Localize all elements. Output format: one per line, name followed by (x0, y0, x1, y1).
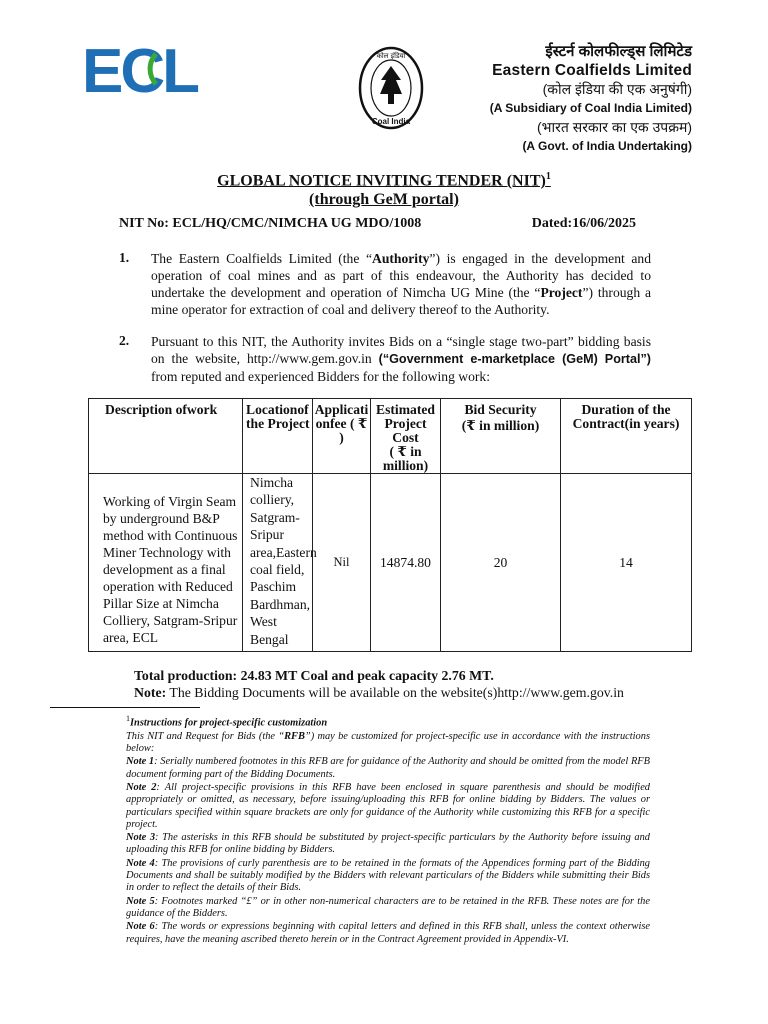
bidding-note: Note: The Bidding Documents will be available on the website(s)http://www.gem.gov.in (134, 685, 624, 700)
gem-portal-name: (“Government e-marketplace (GeM) Portal”) (378, 352, 651, 366)
table-row (89, 474, 692, 652)
govt-undertaking-english: (A Govt. of India Undertaking) (522, 139, 692, 153)
paragraph-1: The Eastern Coalfields Limited (the “Authority”) is engaged in the development and operation of coal mines and as part of this endeavour, the Authority has decided to undertake the development and operation of Nimcha UG Mine (the “Project”) through a mine operator for extraction of coal and delivery thereof to the Authority. (151, 251, 652, 317)
header-application-fee: Applicati onfee ( ₹ ) (313, 399, 371, 474)
estimated-cost-unit: ( ₹ in million) (382, 444, 429, 473)
header-location: Locationof the Project (243, 399, 313, 474)
company-name-english: Eastern Coalfields Limited (492, 62, 692, 79)
footnote-marker: 1 (545, 171, 551, 182)
document-subtitle: (through GeM portal) (309, 191, 459, 208)
company-header (490, 42, 692, 156)
footnote-note-3: Note 3: The asterisks in this RFB should be substituted by project-specific particulars by the Authority before issuing and uploading this RFB for online bidding by Bidders. (126, 832, 650, 856)
paragraph-2: Pursuant to this NIT, the Authority invites Bids on a “single stage two-part” bidding basis on the website, http://www.gem.gov.in (“Government e-marketplace (GeM) Portal”) from reputed and experienced Bidders for the following work: (151, 334, 651, 384)
footnote-note-5: Note 5: Footnotes marked “£” or in other non-numerical characters are to be retained in the RFB. These notes are for the guidance of the Bidders. (126, 895, 650, 919)
ecl-logo (82, 40, 222, 98)
nit-details (119, 216, 636, 232)
total-production: Total production: 24.83 MT Coal and peak capacity 2.76 MT. (134, 668, 494, 683)
footnote-heading: $^1$Instructions for project-specific customization (126, 714, 328, 729)
footnote-note-1: Note 1: Serially numbered footnotes in this RFB are for guidance of the Authority and should be omitted from the model RFB document forming part of the Bidding Documents. (126, 756, 650, 780)
table-header-row (89, 399, 692, 474)
govt-undertaking-hindi: (भारत सरकार का एक उपक्रम) (537, 119, 692, 135)
paragraph-2-number: 2. (119, 333, 130, 348)
bid-security-unit: (₹ in million) (461, 418, 540, 433)
footnote-note-2: Note 2: All project-specific provisions in this RFB have been enclosed in square parenthesis and should be modified appropriately or omitted, as necessary, before issuing/uploading this RFB for online bidding by Bidders. The values or particulars specified within square brackets are only for guidance of the Authority while customizing this RFB for a specific project. (126, 781, 650, 830)
subsidiary-english: (A Subsidiary of Coal India Limited) (489, 101, 692, 115)
cell-application-fee: Nil (313, 474, 371, 652)
cell-bid-security: 20 (441, 474, 561, 652)
coal-india-emblem (358, 46, 424, 130)
tender-table (88, 398, 692, 652)
footnote-intro: This NIT and Request for Bids (the “RFB”) may be customized for project-specific use in accordance with the instructions below: (126, 730, 650, 755)
ecl-logo-text: ECL (82, 40, 197, 98)
header-description: Description ofwork (89, 399, 243, 474)
coal-india-emblem-text: Coal India (371, 117, 411, 126)
cell-duration: 14 (561, 474, 692, 652)
paragraph-1-number: 1. (119, 250, 130, 265)
footnote-note-6: Note 6: The words or expressions beginning with capital letters and defined in this RFB shall, unless the context otherwise requires, have the meaning ascribed thereto herein or in the Contract Agreement provided in Appendix-VI. (126, 921, 650, 945)
footnote-note-4: Note 4: The provisions of curly parenthesis are to be retained in the formats of the Appendices forming part of the Bidding Documents and shall be suitably modified by the Bidders with relevant particulars of the Bidders while submitting their Bids in order to reflect the details of their Bids. (126, 857, 650, 894)
company-name-hindi: ईस्टर्न कोलफील्ड्स लिमिटेड (545, 43, 692, 60)
header-bid-security: Bid Security (₹ in million) (441, 399, 561, 474)
footnote-divider (50, 707, 200, 708)
header-estimated-cost: Estimated Project Cost ( ₹ in million) (371, 399, 441, 474)
cell-location: Nimcha colliery, Satgram-Sripur area,Eastern coal field, Paschim Bardhman, West Bengal (243, 474, 313, 652)
cell-estimated-cost: 14874.80 (371, 474, 441, 652)
footnote (126, 713, 650, 947)
document-title: GLOBAL NOTICE INVITING TENDER (NIT)$^1$ (217, 171, 551, 190)
header-duration: Duration of the Contract(in years) (561, 399, 692, 474)
nit-date: Dated:16/06/2025 (531, 216, 636, 231)
production-summary (134, 667, 624, 701)
nit-number: NIT No: ECL/HQ/CMC/NIMCHA UG MDO/1008 (119, 216, 422, 231)
cell-description: Working of Virgin Seam by underground B&P method with Continuous Miner Technology with development as a final operation with Reduced Pillar Size at Nimcha Colliery, Satgram-Sripur area, ECL (89, 474, 243, 652)
subsidiary-hindi: (कोल इंडिया की एक अनुषंगी) (542, 81, 692, 97)
coal-india-emblem-hindi: कोल इंडिया (376, 52, 406, 60)
